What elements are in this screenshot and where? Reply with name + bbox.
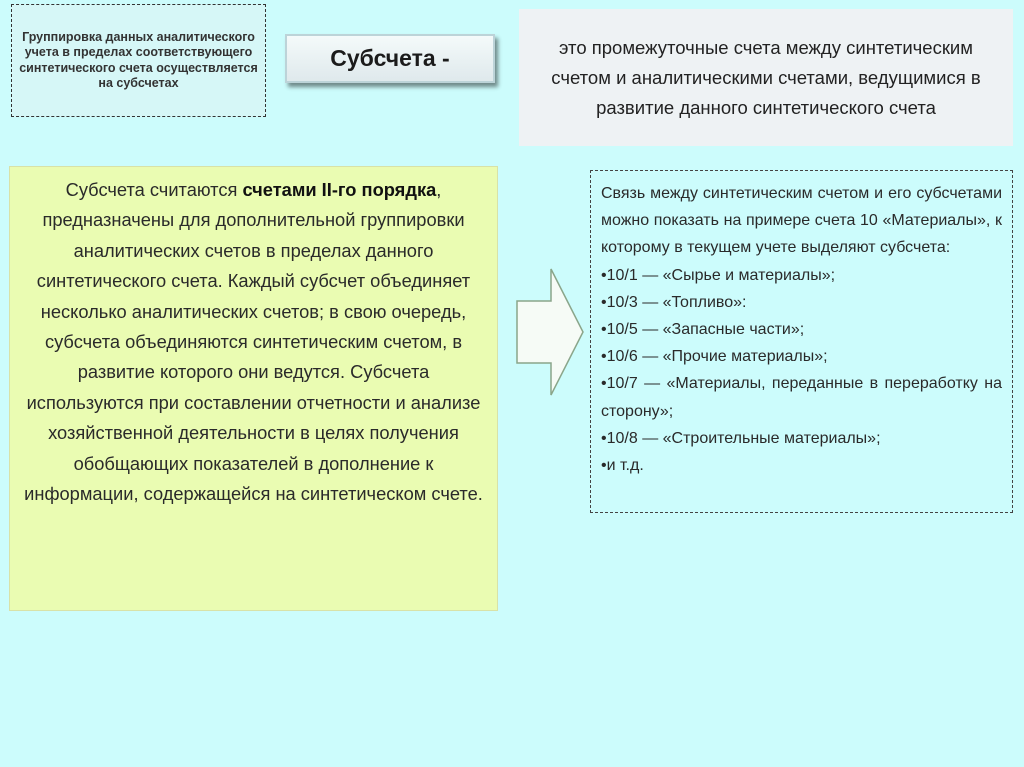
description-text-start: Субсчета считаются	[65, 179, 243, 200]
example-intro: Связь между синтетическим счетом и его субсчетами можно показать на примере счета 10 «Материалы», к которому в текущем учете выделяют субсчета:	[601, 185, 1002, 257]
subaccount-item: •10/8 — «Строительные материалы»;	[601, 429, 881, 447]
subaccount-item: •10/1 — «Сырье и материалы»;	[601, 266, 836, 284]
definition-box	[519, 9, 1013, 146]
title-box	[285, 34, 495, 83]
slide-title: Субсчета -	[330, 45, 450, 71]
subaccount-item: •10/3 — «Топливо»:	[601, 293, 747, 311]
right-arrow-icon	[515, 267, 585, 397]
description-text-rest: , предназначены для дополнительной группировки аналитических счетов в пределах данного синтетического счета. Каждый субсчет объединяет несколько аналитических счетов; в свою очередь, субсчета объединяются синтетическим счетом, в развитие которого они ведутся. Субсчета используются при составлении отчетности и анализе хозяйственной деятельности в целях получения обобщающих показателей в дополнение к информации, содержащейся на синтетическом счете.	[24, 179, 483, 505]
subaccount-item: •10/5 — «Запасные части»;	[601, 321, 805, 339]
description-box	[9, 166, 498, 611]
subaccount-item: •10/7 — «Материалы, переданные в переработку на сторону»;	[601, 375, 1002, 420]
grouping-note	[11, 4, 266, 117]
example-box	[590, 170, 1013, 513]
description-bold-term: счетами II-го порядка	[242, 179, 437, 200]
definition-text: это промежуточные счета между синтетическим счетом и аналитическими счетами, ведущимися в развитие данного синтетического счета	[551, 36, 981, 118]
subaccount-item: •10/6 — «Прочие материалы»;	[601, 348, 828, 366]
grouping-note-text: Группировка данных аналитического учета в пределах соответствующего синтетического счета осуществляется на субсчетах	[19, 29, 258, 90]
subaccount-item: •и т.д.	[601, 457, 644, 475]
